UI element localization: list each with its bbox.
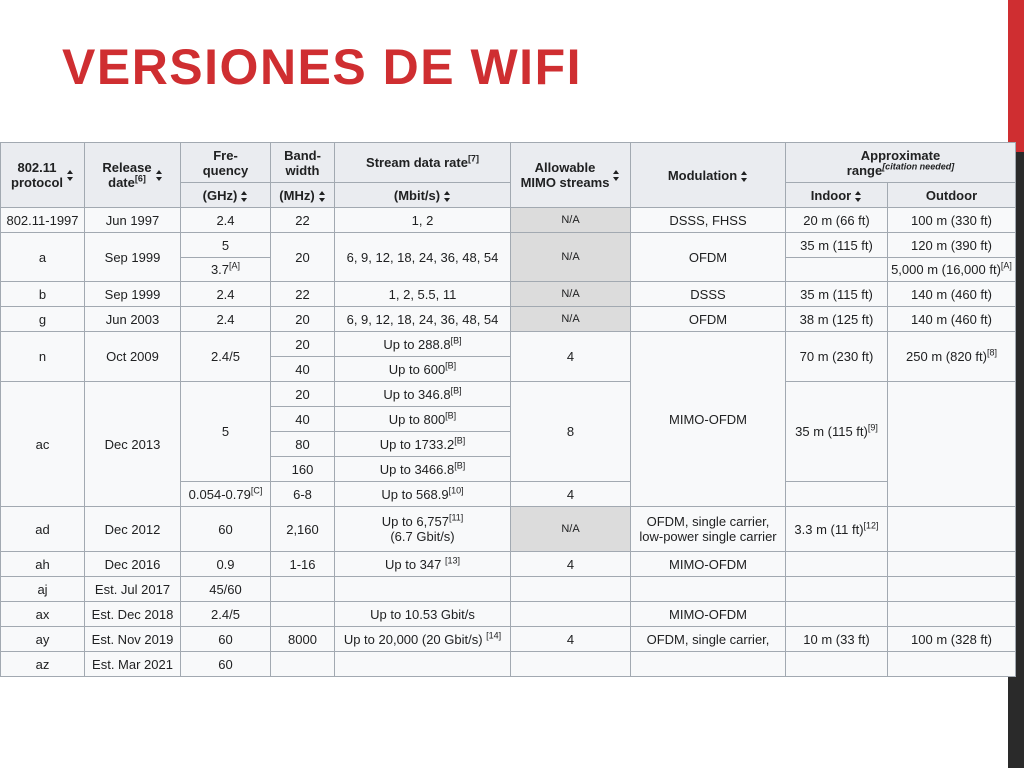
cell-indoor: [786, 552, 888, 577]
cell-rate: 6, 9, 12, 18, 24, 36, 48, 54: [335, 307, 511, 332]
cell-indoor: [786, 602, 888, 627]
cell-indoor: 10 m (33 ft): [786, 627, 888, 652]
cell-bandwidth: 20: [271, 332, 335, 357]
sort-arrows-icon[interactable]: [444, 191, 451, 202]
cell-rate: [335, 652, 511, 677]
cell-modulation: MIMO-OFDM: [631, 332, 786, 507]
cell-outdoor: 100 m (328 ft): [888, 627, 1016, 652]
cell-rate: Up to 347 [13]: [335, 552, 511, 577]
cell-rate: Up to 800[B]: [335, 407, 511, 432]
cell-outdoor: [888, 552, 1016, 577]
cell-modulation: OFDM, single carrier, low-power single carrier: [631, 507, 786, 552]
cell-outdoor: 120 m (390 ft): [888, 233, 1016, 258]
cell-protocol: 802.11-1997: [1, 208, 85, 233]
cell-outdoor: [888, 507, 1016, 552]
cell-bandwidth: 1-16: [271, 552, 335, 577]
cell-modulation: [631, 577, 786, 602]
col-header-outdoor: Outdoor: [888, 183, 1016, 208]
cell-protocol: b: [1, 282, 85, 307]
cell-modulation: OFDM: [631, 233, 786, 282]
cell-protocol: ad: [1, 507, 85, 552]
cell-protocol: ac: [1, 382, 85, 507]
cell-indoor: 35 m (115 ft): [786, 233, 888, 258]
cell-modulation: [631, 652, 786, 677]
cell-frequency: 0.054-0.79[C]: [181, 482, 271, 507]
table-row: [1, 382, 1016, 407]
cell-frequency: 60: [181, 652, 271, 677]
cell-rate: Up to 10.53 Gbit/s: [335, 602, 511, 627]
table-row: [1, 627, 1016, 652]
sort-arrows-icon[interactable]: [67, 170, 74, 181]
cell-frequency: 3.7[A]: [181, 258, 271, 282]
sort-arrows-icon[interactable]: [156, 170, 163, 181]
cell-outdoor: [888, 652, 1016, 677]
cell-rate: Up to 568.9[10]: [335, 482, 511, 507]
cell-rate: Up to 20,000 (20 Gbit/s) [14]: [335, 627, 511, 652]
cell-mimo: [511, 602, 631, 627]
cell-indoor: [786, 577, 888, 602]
cell-outdoor: 5,000 m (16,000 ft)[A]: [888, 258, 1016, 282]
cell-mimo: N/A: [511, 507, 631, 552]
cell-bandwidth: 160: [271, 457, 335, 482]
cell-date: Est. Dec 2018: [85, 602, 181, 627]
table-row: [1, 577, 1016, 602]
cell-bandwidth: 20: [271, 382, 335, 407]
cell-mimo: N/A: [511, 282, 631, 307]
cell-bandwidth: [271, 602, 335, 627]
cell-mimo: 4: [511, 627, 631, 652]
cell-date: Oct 2009: [85, 332, 181, 382]
cell-frequency: 2.4: [181, 208, 271, 233]
cell-bandwidth: 40: [271, 357, 335, 382]
cell-bandwidth: [271, 577, 335, 602]
cell-outdoor: 250 m (820 ft)[8]: [888, 332, 1016, 382]
cell-protocol: n: [1, 332, 85, 382]
cell-bandwidth: 20: [271, 233, 335, 282]
cell-mimo: 8: [511, 382, 631, 482]
table-row: [1, 332, 1016, 357]
table-row: [1, 507, 1016, 552]
cell-modulation: MIMO-OFDM: [631, 552, 786, 577]
table-row: [1, 233, 1016, 258]
cell-mimo: 4: [511, 332, 631, 382]
cell-mimo: [511, 577, 631, 602]
table-row: [1, 282, 1016, 307]
cell-rate: 6, 9, 12, 18, 24, 36, 48, 54: [335, 233, 511, 282]
col-header-modulation[interactable]: Modulation: [631, 143, 786, 208]
cell-modulation: MIMO-OFDM: [631, 602, 786, 627]
col-header-frequency: Fre- quency: [181, 143, 271, 183]
col-header-protocol[interactable]: 802.11 protocol: [1, 143, 85, 208]
cell-rate: Up to 288.8[B]: [335, 332, 511, 357]
sort-arrows-icon[interactable]: [613, 170, 620, 181]
cell-protocol: ax: [1, 602, 85, 627]
cell-protocol: a: [1, 233, 85, 282]
cell-mimo: N/A: [511, 233, 631, 282]
col-header-range: Approximate range[citation needed]: [786, 143, 1016, 183]
cell-indoor: 3.3 m (11 ft)[12]: [786, 507, 888, 552]
table-row: [1, 307, 1016, 332]
cell-indoor: [786, 652, 888, 677]
wifi-versions-table: [0, 142, 1016, 677]
cell-date: Est. Nov 2019: [85, 627, 181, 652]
cell-outdoor: [888, 602, 1016, 627]
col-header-indoor[interactable]: Indoor: [786, 183, 888, 208]
cell-mimo: [511, 652, 631, 677]
cell-indoor: 35 m (115 ft)[9]: [786, 382, 888, 482]
cell-bandwidth: 22: [271, 208, 335, 233]
cell-rate: 1, 2: [335, 208, 511, 233]
cell-protocol: az: [1, 652, 85, 677]
cell-bandwidth: 80: [271, 432, 335, 457]
accent-bar-red: [1008, 0, 1024, 152]
cell-protocol: aj: [1, 577, 85, 602]
cell-date: Dec 2012: [85, 507, 181, 552]
cell-date: Dec 2016: [85, 552, 181, 577]
cell-mimo: N/A: [511, 307, 631, 332]
cell-indoor: 35 m (115 ft): [786, 282, 888, 307]
cell-protocol: ay: [1, 627, 85, 652]
cell-rate: Up to 600[B]: [335, 357, 511, 382]
cell-bandwidth: [271, 652, 335, 677]
sort-arrows-icon[interactable]: [319, 191, 326, 202]
cell-rate: Up to 6,757[11] (6.7 Gbit/s): [335, 507, 511, 552]
cell-indoor: 20 m (66 ft): [786, 208, 888, 233]
cell-rate: 1, 2, 5.5, 11: [335, 282, 511, 307]
sort-arrows-icon[interactable]: [241, 191, 248, 202]
col-header-bw-unit[interactable]: (MHz): [271, 183, 335, 208]
cell-outdoor: [888, 382, 1016, 507]
cell-frequency: 0.9: [181, 552, 271, 577]
cell-frequency: 60: [181, 627, 271, 652]
cell-frequency: 2.4: [181, 282, 271, 307]
table-row: [1, 602, 1016, 627]
cell-bandwidth: 6-8: [271, 482, 335, 507]
cell-outdoor: [888, 577, 1016, 602]
col-header-mimo[interactable]: Allowable MIMO streams: [511, 143, 631, 208]
cell-indoor: 70 m (230 ft): [786, 332, 888, 382]
col-header-release-date[interactable]: Release date[6]: [85, 143, 181, 208]
cell-modulation: DSSS: [631, 282, 786, 307]
cell-rate: [335, 577, 511, 602]
cell-bandwidth: 20: [271, 307, 335, 332]
cell-frequency: 2.4/5: [181, 602, 271, 627]
cell-bandwidth: 2,160: [271, 507, 335, 552]
cell-indoor: 38 m (125 ft): [786, 307, 888, 332]
cell-frequency: 2.4: [181, 307, 271, 332]
cell-frequency: 5: [181, 382, 271, 482]
cell-modulation: OFDM, single carrier,: [631, 627, 786, 652]
cell-frequency: 5: [181, 233, 271, 258]
slide-title: VERSIONES DE WIFI: [62, 39, 583, 95]
cell-bandwidth: 8000: [271, 627, 335, 652]
sort-arrows-icon[interactable]: [741, 171, 748, 182]
cell-mimo: N/A: [511, 208, 631, 233]
cell-date: Jun 2003: [85, 307, 181, 332]
col-header-rate-unit[interactable]: (Mbit/s): [335, 183, 511, 208]
col-header-bandwidth: Band- width: [271, 143, 335, 183]
cell-bandwidth: 40: [271, 407, 335, 432]
cell-date: Est. Jul 2017: [85, 577, 181, 602]
table-row: [1, 652, 1016, 677]
cell-rate: Up to 1733.2[B]: [335, 432, 511, 457]
cell-frequency: 2.4/5: [181, 332, 271, 382]
cell-protocol: g: [1, 307, 85, 332]
cell-date: Jun 1997: [85, 208, 181, 233]
cell-date: Dec 2013: [85, 382, 181, 507]
cell-date: Est. Mar 2021: [85, 652, 181, 677]
cell-indoor: [786, 482, 888, 507]
cell-mimo: 4: [511, 552, 631, 577]
cell-rate: Up to 3466.8[B]: [335, 457, 511, 482]
cell-indoor: [786, 258, 888, 282]
cell-outdoor: 140 m (460 ft): [888, 307, 1016, 332]
cell-modulation: DSSS, FHSS: [631, 208, 786, 233]
col-header-stream-rate: Stream data rate[7]: [335, 143, 511, 183]
cell-date: Sep 1999: [85, 233, 181, 282]
cell-bandwidth: 22: [271, 282, 335, 307]
col-header-freq-unit[interactable]: (GHz): [181, 183, 271, 208]
table-row: [1, 208, 1016, 233]
table-row: [1, 552, 1016, 577]
cell-outdoor: 100 m (330 ft): [888, 208, 1016, 233]
cell-protocol: ah: [1, 552, 85, 577]
cell-frequency: 45/60: [181, 577, 271, 602]
cell-mimo: 4: [511, 482, 631, 507]
cell-rate: Up to 346.8[B]: [335, 382, 511, 407]
sort-arrows-icon[interactable]: [855, 191, 862, 202]
cell-frequency: 60: [181, 507, 271, 552]
cell-outdoor: 140 m (460 ft): [888, 282, 1016, 307]
cell-date: Sep 1999: [85, 282, 181, 307]
cell-modulation: OFDM: [631, 307, 786, 332]
